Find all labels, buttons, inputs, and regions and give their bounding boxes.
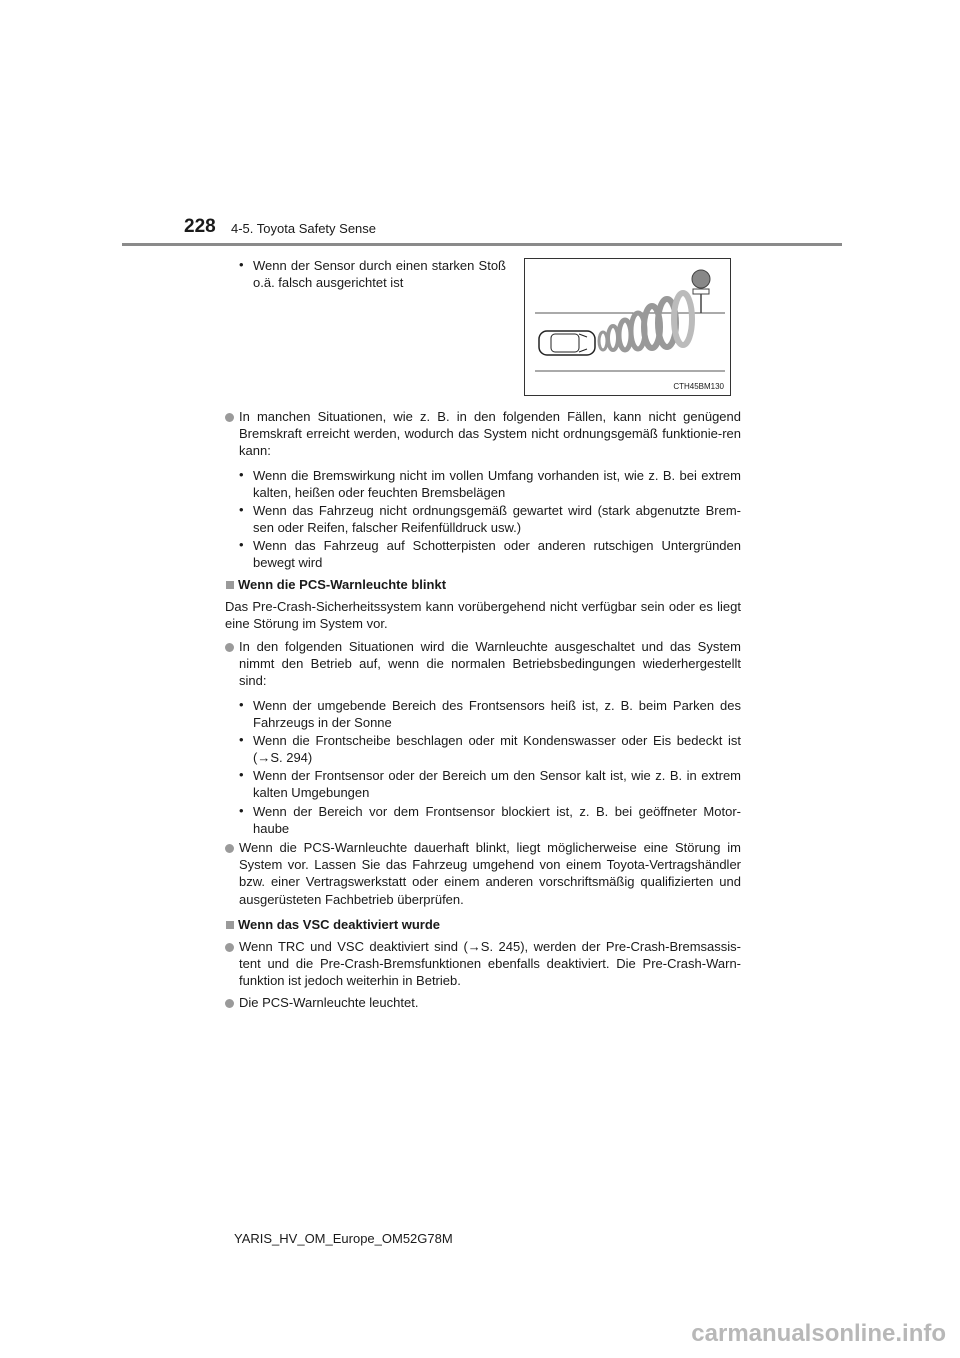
target-sign-icon [692,270,710,313]
list-item: Wenn der Sensor durch einen starken Stoß o.ä. falsch ausgerichtet ist [253,258,506,291]
bullet-circle [225,643,234,652]
sensor-misalignment-illustration [524,258,731,396]
list-item: Wenn die Bremswirkung nicht im vollen Umfang vorhanden ist, wie z. B. bei extrem kalten, heißen oder feuchten Bremsbelägen [253,468,741,501]
car-icon [539,331,595,355]
section-heading: Wenn die PCS-Warnleuchte blinkt [238,577,447,592]
paragraph: Wenn TRC und VSC deaktiviert sind (→S. 245), werden der Pre-Crash-Bremsassis-tent und die Pre-Crash-Bremsfunktionen ebenfalls deaktiviert. Die Pre-Crash-Warn-funktion ist jedoch weiterhin in Betrieb. [239,939,741,989]
dash-marker: • [239,803,244,818]
dash-marker: • [239,502,244,517]
paragraph: Wenn die PCS-Warnleuchte dauerhaft blinkt, liegt möglicherweise eine Störung im System vor. Lassen Sie das Fahrzeug umgehend von einem Toyota-Vertragshändler bzw. einer Vertragswerkstatt oder einem anderen vorschriftsmäßig qualifizierten und ausgerüsteten Fachbetrieb überprüfen. [239,840,741,907]
list-item: Wenn die Frontscheibe beschlagen oder mit Kondenswasser oder Eis bedeckt ist (→S. 294) [253,733,741,766]
dash-marker: • [239,767,244,782]
bullet-circle [225,413,234,422]
dash-marker: • [239,537,244,552]
section-square [226,581,234,589]
dash-marker: • [239,467,244,482]
radar-waves [599,293,692,350]
dash-marker: • [239,697,244,712]
list-item: Wenn der umgebende Bereich des Frontsensors heiß ist, z. B. beim Parken des Fahrzeugs in der Sonne [253,698,741,731]
bullet-circle [225,999,234,1008]
section-heading: Wenn das VSC deaktiviert wurde [238,917,441,932]
car-radar-diagram [525,259,730,395]
section-title: 4-5. Toyota Safety Sense [231,221,377,236]
section-square [226,921,234,929]
watermark: carmanualsonline.info [691,1320,946,1347]
header-divider [122,243,842,246]
list-item: Wenn der Bereich vor dem Frontsensor blockiert ist, z. B. bei geöffneter Motor-haube [253,804,741,837]
paragraph: Das Pre-Crash-Sicherheitssystem kann vorübergehend nicht verfügbar sein oder es liegt eine Störung im System vor. [225,599,741,632]
document-id: YARIS_HV_OM_Europe_OM52G78M [234,1231,453,1246]
paragraph: Die PCS-Warnleuchte leuchtet. [239,995,419,1010]
bullet-circle [225,943,234,952]
dash-marker: • [239,257,244,272]
list-item: Wenn das Fahrzeug nicht ordnungsgemäß gewartet wird (stark abgenutzte Brem-sen oder Reifen, falscher Reifenfülldruck usw.) [253,503,741,536]
list-item: Wenn das Fahrzeug auf Schotterpisten oder anderen rutschigen Untergründen bewegt wird [253,538,741,571]
paragraph: In den folgenden Situationen wird die Warnleuchte ausgeschaltet und das System nimmt den Betrieb auf, wenn die normalen Betriebsbedingungen wiederhergestellt sind: [239,639,741,689]
page-number: 228 [184,216,216,237]
bullet-circle [225,844,234,853]
dash-marker: • [239,732,244,747]
list-item: Wenn der Frontsensor oder der Bereich um den Sensor kalt ist, wie z. B. in extrem kalten Umgebungen [253,768,741,801]
paragraph: In manchen Situationen, wie z. B. in den folgenden Fällen, kann nicht genügend Bremskraft erreicht werden, wodurch das System nicht ordnungsgemäß funktionie-ren kann: [239,409,741,459]
figure-code: CTH45BM130 [673,382,724,391]
